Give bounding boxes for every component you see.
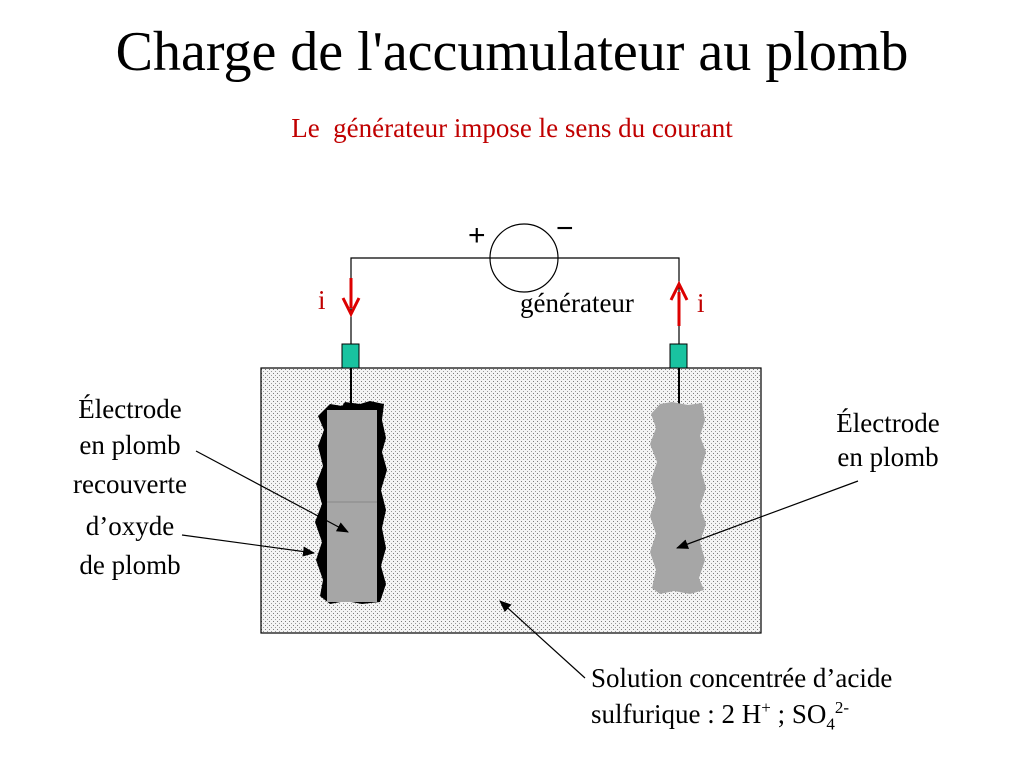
right-electrode-label-line: Électrode (836, 408, 940, 438)
left-electrode-label (52, 391, 208, 583)
left-electrode-label-line: de plomb (79, 550, 181, 580)
right-electrode-pb (650, 402, 706, 594)
generator-plus-sign: + (468, 219, 486, 252)
subtitle: Le générateur impose le sens du courant (291, 113, 733, 143)
left-electrode-label-line: Électrode (78, 394, 182, 424)
page-title: Charge de l'accumulateur au plomb (115, 21, 909, 83)
solution-so4-sub: 4 (826, 714, 835, 734)
solution-label (591, 660, 892, 732)
generator-label: générateur (520, 288, 634, 318)
left-electrode-label-line: recouverte (73, 469, 187, 499)
solution-so4-sup: 2- (834, 698, 850, 717)
left-electrode-label-line: d’oxyde (85, 511, 175, 541)
solution-text-sep: ; SO (770, 699, 827, 729)
generator-symbol (490, 224, 558, 292)
left-terminal (342, 344, 359, 368)
right-electrode-label-line: en plomb (837, 442, 939, 472)
left-electrode-pbo2 (315, 401, 387, 604)
solution-label-line2 (591, 696, 892, 732)
current-label-right: i (697, 288, 705, 318)
current-label-left: i (318, 285, 326, 315)
left-electrode-label-line: en plomb (79, 430, 181, 460)
right-terminal (670, 344, 687, 368)
generator-minus-sign: − (556, 212, 574, 245)
solution-label-line1: Solution concentrée d’acide (591, 663, 893, 693)
solution-text-acid: sulfurique : 2 H (591, 699, 762, 729)
solution-hplus-sup: + (761, 698, 771, 717)
right-electrode-label (810, 406, 966, 474)
